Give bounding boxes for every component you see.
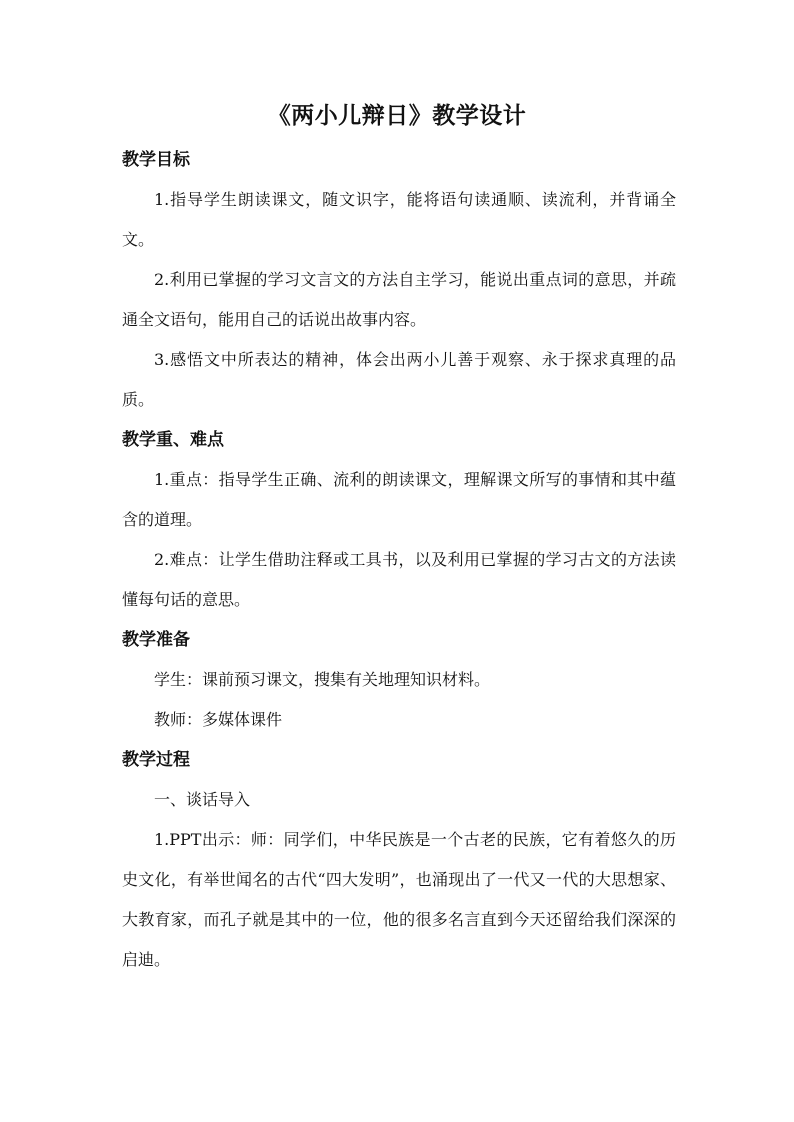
section-heading-key-points: 教学重、难点 [122,430,224,450]
document-title: 《两小儿辩日》教学设计 [267,103,527,129]
process-item-1: 1.PPT出示：师：同学们，中华民族是一个古老的民族，它有着悠久的历史文化，有举世闻名的古代“四大发明”，也涌现出了一代又一代的大思想家、大教育家，而孔子就是其中的一位，他的很多名言直到今天还留给我们深深的启迪。 [122,830,676,969]
section-heading-process: 教学过程 [122,750,190,770]
section-heading-goals: 教学目标 [122,150,190,170]
process-item-intro: 一、谈话导入 [154,790,251,809]
document-body [122,140,676,980]
goal-item-1: 1.指导学生朗读课文，随文识字，能将语句读通顺、读流利，并背诵全文。 [122,190,676,249]
key-point-item-2: 2.难点：让学生借助注释或工具书，以及利用已掌握的学习古文的方法读懂每句话的意思。 [122,550,676,609]
preparation-item-students: 学生：课前预习课文，搜集有关地理知识材料。 [154,670,491,689]
goal-item-3: 3.感悟文中所表达的精神，体会出两小儿善于观察、永于探求真理的品质。 [122,350,676,409]
section-heading-preparation: 教学准备 [122,630,190,650]
key-point-item-1: 1.重点：指导学生正确、流利的朗读课文，理解课文所写的事情和其中蕴含的道理。 [122,470,676,529]
preparation-item-teacher: 教师：多媒体课件 [154,710,283,729]
goal-item-2: 2.利用已掌握的学习文言文的方法自主学习，能说出重点词的意思，并疏通全文语句，能用自己的话说出故事内容。 [122,270,676,329]
